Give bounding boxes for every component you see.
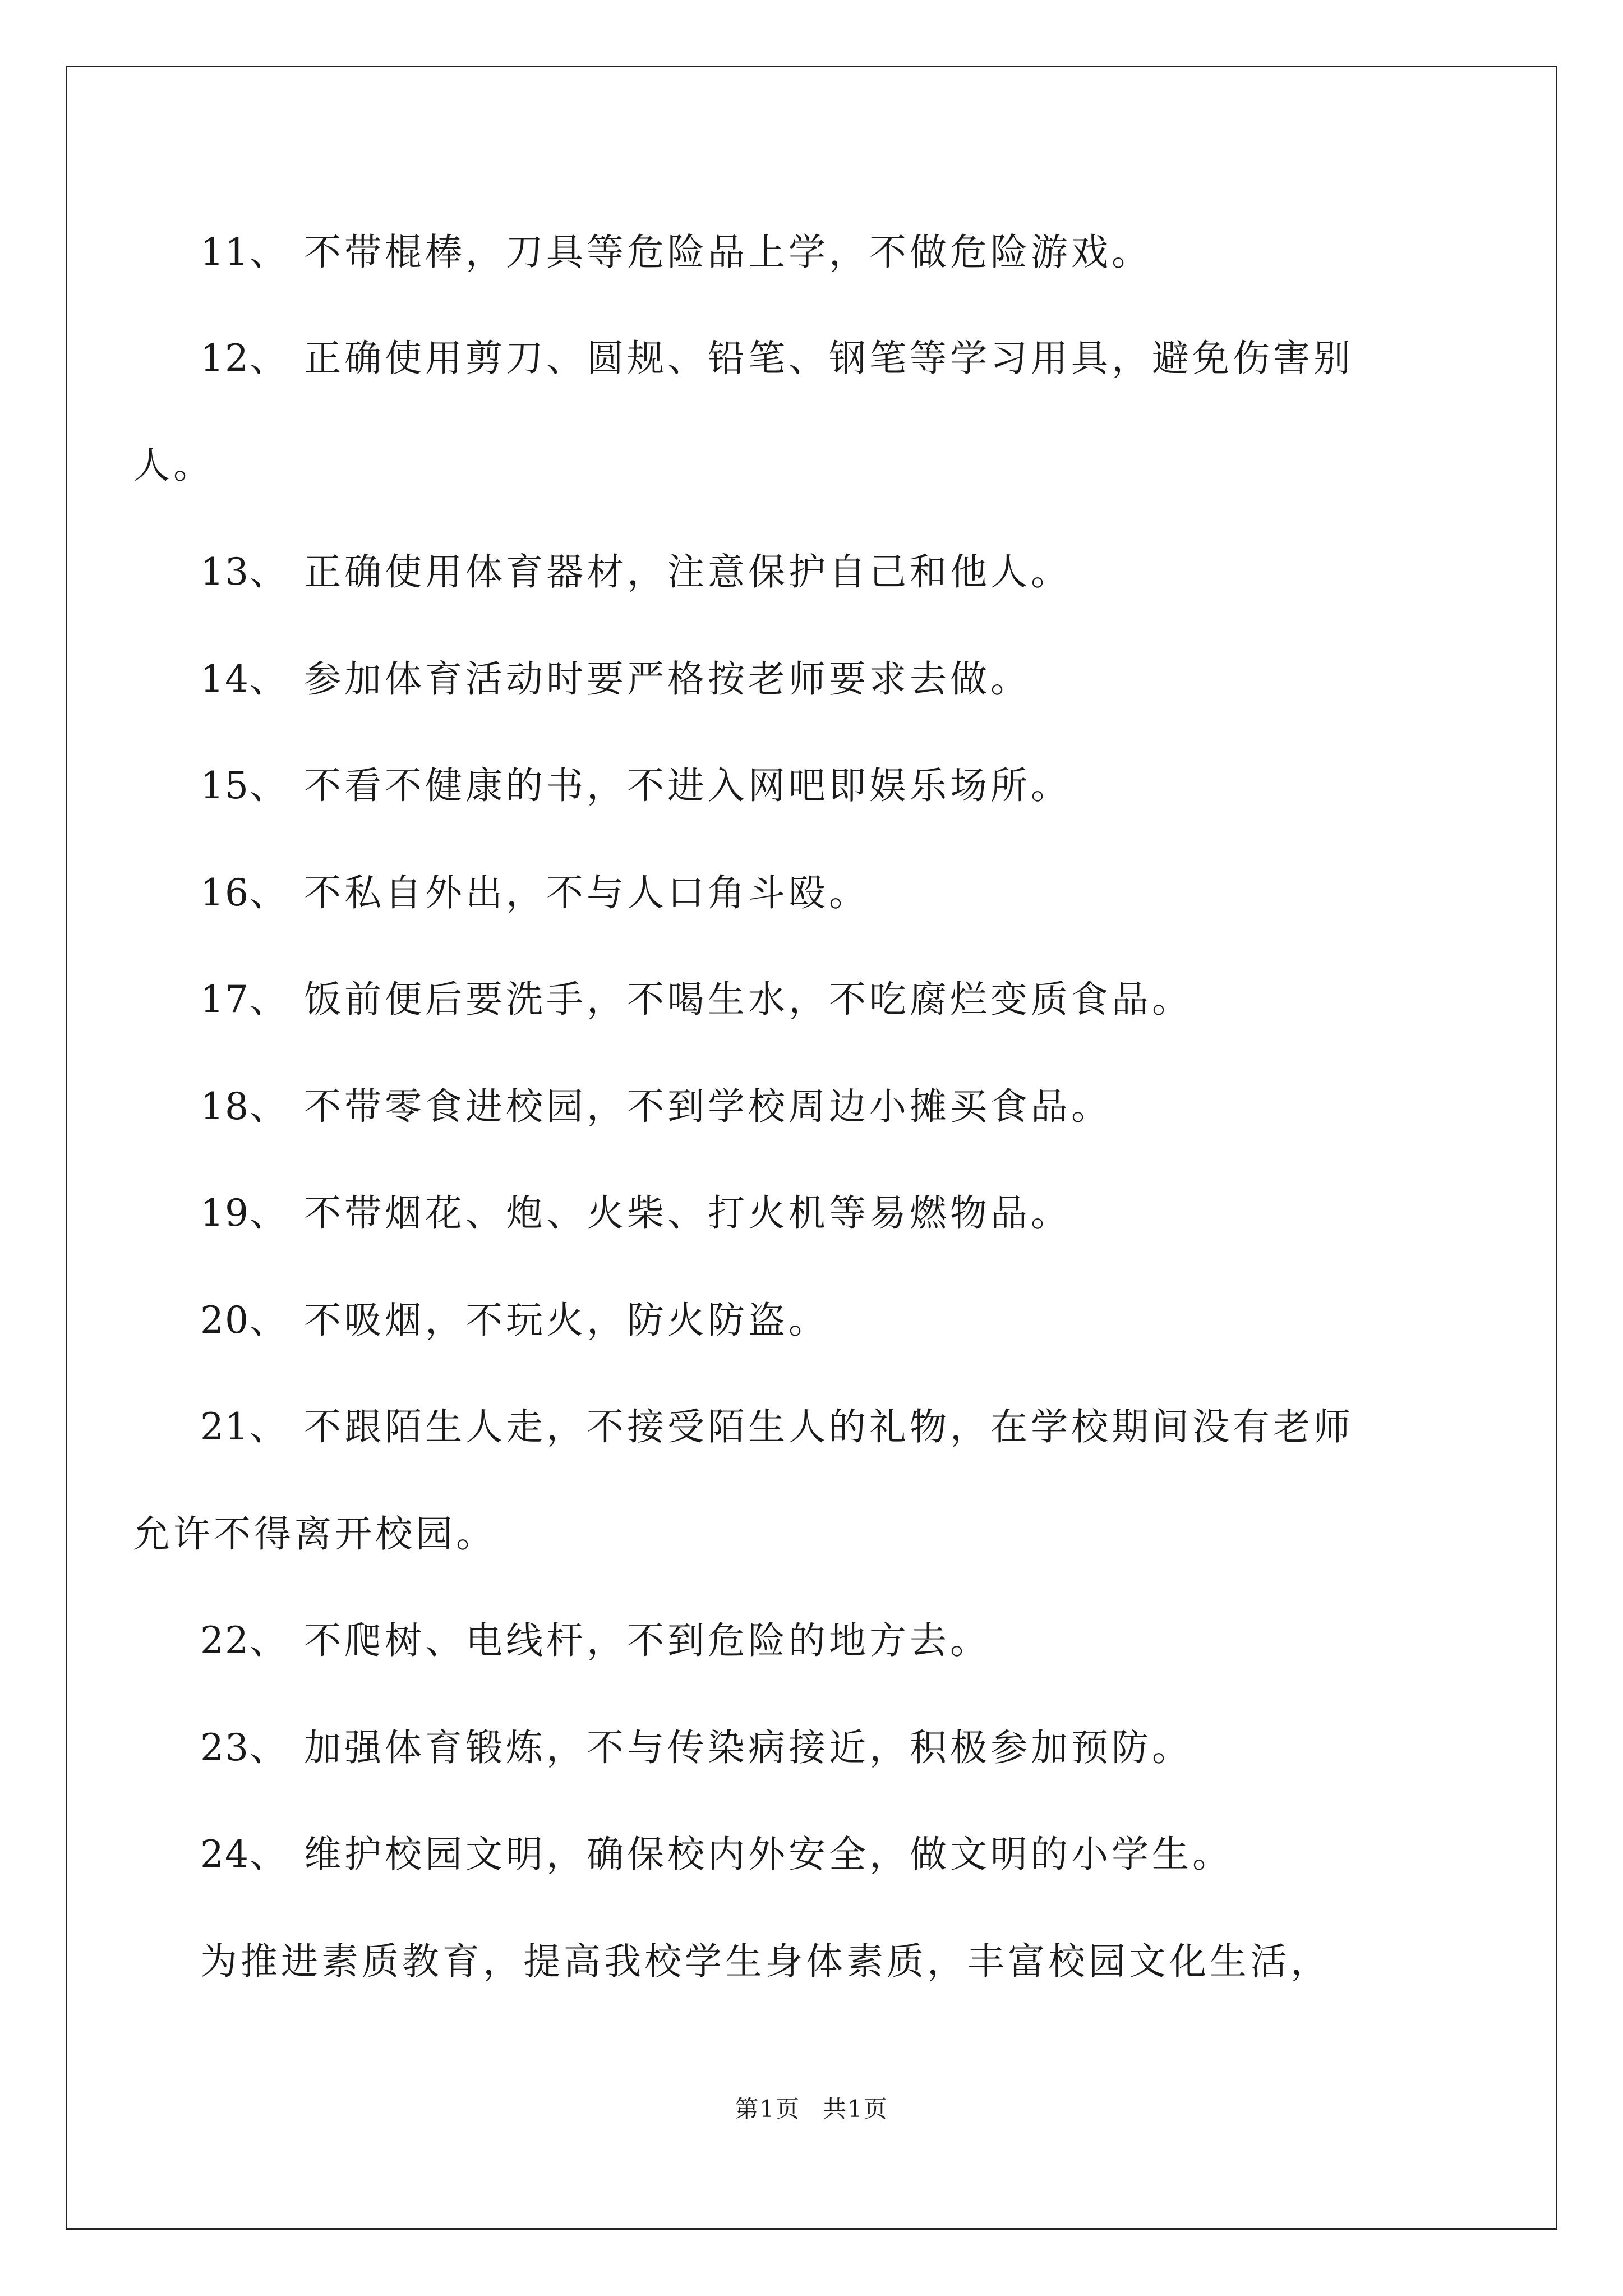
- item-text: 不带零食进校园，不到学校周边小摊买食品。: [304, 1085, 1112, 1128]
- list-item: [200, 227, 1152, 278]
- list-item: [200, 1829, 1233, 1880]
- item-number: 18、: [200, 1085, 288, 1128]
- item-text: 不私自外出，不与人口角斗殴。: [304, 871, 869, 914]
- item-text: 饭前便后要洗手，不喝生水，不吃腐烂变质食品。: [304, 978, 1192, 1021]
- item-text: 不带烟花、炮、火柴、打火机等易燃物品。: [304, 1191, 1071, 1235]
- item-text: 不带棍棒，刀具等危险品上学，不做危险游戏。: [304, 231, 1152, 274]
- list-item: [200, 1616, 990, 1666]
- item-text: 加强体育锻炼，不与传染病接近，积极参加预防。: [304, 1726, 1192, 1769]
- item-text: 不爬树、电线杆，不到危险的地方去。: [304, 1619, 990, 1662]
- item-number: 14、: [200, 657, 288, 701]
- item-number: 24、: [200, 1833, 288, 1876]
- item-text: 参加体育活动时要严格按老师要求去做。: [304, 657, 1031, 701]
- item-text: 正确使用体育器材，注意保护自己和他人。: [304, 550, 1071, 593]
- list-item-continuation: 允许不得离开校园。: [133, 1512, 496, 1556]
- page-footer: [0, 2093, 1623, 2125]
- page-frame: [66, 66, 1557, 2230]
- list-item: [200, 1402, 1354, 1452]
- item-number: 13、: [200, 550, 288, 593]
- item-text: 不吸烟，不玩火，防火防盗。: [304, 1299, 829, 1342]
- list-item: [200, 1082, 1112, 1132]
- list-item: [200, 1295, 829, 1346]
- list-item: [200, 1188, 1071, 1239]
- item-number: 16、: [200, 871, 288, 914]
- item-number: 22、: [200, 1619, 288, 1662]
- list-item: [200, 1723, 1192, 1773]
- item-number: 23、: [200, 1726, 288, 1769]
- item-text: 不看不健康的书，不进入网吧即娱乐场所。: [304, 764, 1071, 807]
- item-text: 不跟陌生人走，不接受陌生人的礼物，在学校期间没有老师: [304, 1405, 1354, 1448]
- list-item: [200, 333, 1354, 384]
- item-text: 维护校园文明，确保校内外安全，做文明的小学生。: [304, 1833, 1233, 1876]
- item-number: 21、: [200, 1405, 288, 1448]
- list-item: [200, 654, 1031, 705]
- page-total: 共1页: [823, 2095, 888, 2123]
- item-number: 20、: [200, 1299, 288, 1342]
- list-item: [200, 974, 1192, 1025]
- item-number: 12、: [200, 337, 288, 380]
- item-number: 17、: [200, 978, 288, 1021]
- page-number: 第1页: [735, 2095, 800, 2123]
- list-item-continuation: 人。: [133, 444, 214, 487]
- item-text: 正确使用剪刀、圆规、铅笔、钢笔等学习用具，避免伤害别: [304, 337, 1354, 380]
- closing-paragraph: 为推进素质教育，提高我校学生身体素质，丰富校园文化生活，: [200, 1940, 1331, 1983]
- list-item: [200, 761, 1071, 811]
- list-item: [200, 868, 869, 918]
- list-item: [200, 547, 1071, 597]
- item-number: 19、: [200, 1191, 288, 1235]
- item-number: 15、: [200, 764, 288, 807]
- item-number: 11、: [200, 231, 288, 274]
